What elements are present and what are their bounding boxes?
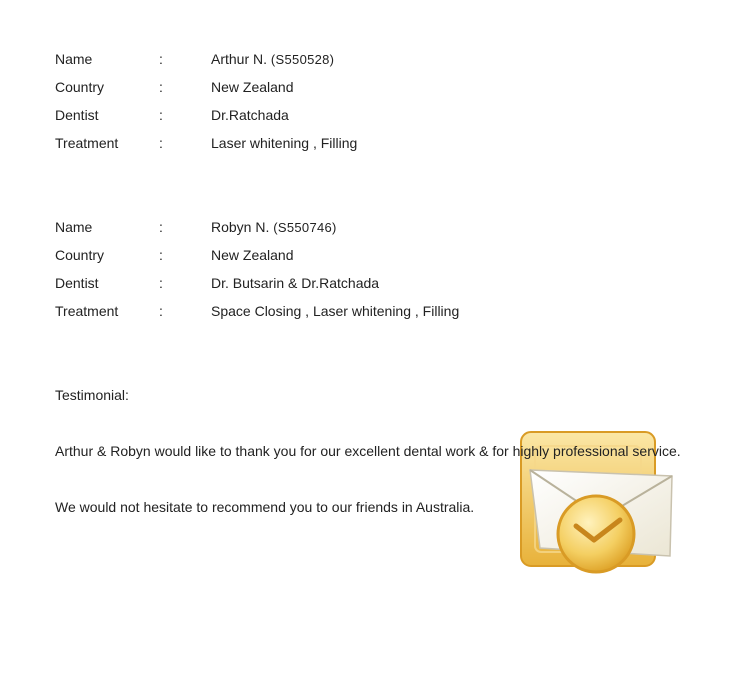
field-separator: : (159, 51, 163, 67)
testimonial-paragraph: Arthur & Robyn would like to thank you for our excellent dental work & for highly professional service. (55, 443, 681, 459)
field-value: Dr. Butsarin & Dr.Ratchada (211, 275, 380, 291)
field-label: Country (55, 247, 105, 263)
field-value (211, 45, 334, 74)
patient-id: (S550528) (270, 52, 335, 67)
field-separator: : (159, 79, 163, 95)
field-label: Country (55, 79, 105, 95)
field-separator: : (159, 219, 163, 235)
field-value: New Zealand (211, 79, 294, 95)
field-label: Dentist (55, 107, 99, 123)
field-label: Name (55, 51, 93, 67)
field-separator: : (159, 107, 163, 123)
field-label: Treatment (55, 135, 119, 151)
patient-name: Robyn N. (211, 219, 270, 235)
field-label: Dentist (55, 275, 99, 291)
field-value (211, 213, 337, 242)
field-separator: : (159, 247, 163, 263)
testimonial-heading: Testimonial: (55, 387, 129, 403)
field-label: Treatment (55, 303, 119, 319)
field-separator: : (159, 275, 163, 291)
field-separator: : (159, 135, 163, 151)
patient-name: Arthur N. (211, 51, 268, 67)
patient-id: (S550746) (273, 220, 337, 235)
field-value: Laser whitening , Filling (211, 135, 358, 151)
field-label: Name (55, 219, 93, 235)
testimonial-paragraph: We would not hesitate to recommend you to our friends in Australia. (55, 499, 475, 515)
field-value: Space Closing , Laser whitening , Filling (211, 303, 460, 319)
field-separator: : (159, 303, 163, 319)
field-value: Dr.Ratchada (211, 107, 289, 123)
field-value: New Zealand (211, 247, 294, 263)
